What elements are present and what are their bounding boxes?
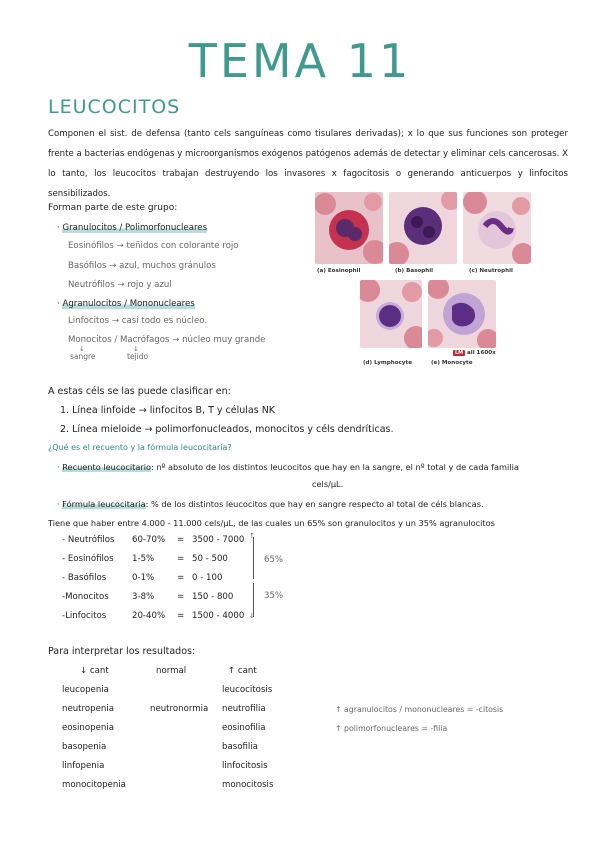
- monocyte-image: [428, 280, 496, 348]
- granulocitos-label: · Granulocitos / Polimorfonucleares: [57, 223, 208, 233]
- intro-paragraph: Componen el sist. de defensa (tanto cels sanguíneas como tisulares derivadas); x lo que sus funciones son proteger frente a bacterias endógenas y microorganismos exógenos patógenos además de detectar y eliminar cels cancerosas. X lo tanto, los leucocitos trabajan destruyendo los invasores x fagocitosis o generando anticuerpos y linfocitos sensibilizados.: [48, 129, 568, 199]
- caption-lymphocyte: (d) Lymphocyte: [363, 360, 412, 366]
- basofilos-item: Basófilos → azul, muchos gránulos: [68, 261, 216, 271]
- row-eq: =: [177, 611, 185, 621]
- row-range: 3500 - 7000: [192, 535, 245, 545]
- caption-monocyte: (e) Monocyte: [431, 360, 473, 366]
- row-eq: =: [177, 573, 185, 583]
- eosinofilos-item: Eosinófilos → teñidos con colorante rojo: [68, 241, 239, 251]
- col-high-header: ↑ cant: [228, 666, 257, 676]
- section-title: LEUCOCITOS: [48, 96, 181, 118]
- linea-mieloide: 2. Línea mieloide → polimorfonucleados, monocitos y céls dendríticas.: [60, 424, 394, 435]
- arrow-tejido: ↓: [133, 345, 139, 353]
- neutrofilos-item: Neutrófilos → rojo y azul: [68, 280, 172, 290]
- sangre-label: sangre: [70, 352, 96, 361]
- list-item: basofilia: [222, 742, 258, 752]
- brace-35-label: 35%: [264, 591, 284, 601]
- table-row: - Basófilos: [62, 573, 107, 583]
- row-pct: 60-70%: [132, 535, 166, 545]
- tejido-label: tejido: [127, 352, 149, 361]
- col-normal-header: normal: [156, 666, 187, 676]
- row-eq: =: [177, 592, 185, 602]
- valores-table: [62, 535, 292, 625]
- linfocitos-item: Linfocitos → casi todo es núcleo.: [68, 316, 208, 326]
- lymphocyte-image: [360, 280, 422, 348]
- row-range: 150 - 800: [192, 592, 234, 602]
- row-eq: =: [177, 535, 185, 545]
- interpretar-heading: Para interpretar los resultados:: [48, 646, 196, 657]
- neutrophil-image: [463, 192, 531, 264]
- list-item: leucocitosis: [222, 685, 273, 695]
- row-pct: 3-8%: [132, 592, 155, 602]
- recuento-unit: cels/µL.: [312, 479, 344, 489]
- brace-granulocitos: [253, 537, 254, 579]
- basophil-image: [389, 192, 457, 264]
- list-item: linfocitosis: [222, 761, 268, 771]
- list-item: neutropenia: [62, 704, 114, 714]
- list-item: neutronormia: [150, 704, 209, 714]
- recuento-definition: · Recuento leucocitario: nº absoluto de los distintos leucocitos que hay en la sangre, el nº total y de cada familia: [57, 462, 519, 472]
- list-item: eosinopenia: [62, 723, 114, 733]
- note-citosis: ↑ agranulocitos / mononucleares = -citosis: [335, 705, 504, 714]
- brace-65-label: 65%: [264, 555, 284, 565]
- lm-badge: LM: [455, 350, 464, 356]
- list-item: monocitopenia: [62, 780, 126, 790]
- list-item: leucopenia: [62, 685, 109, 695]
- table-row: - Eosinófilos: [62, 554, 114, 564]
- linea-linfoide: 1. Línea linfoide → linfocitos B, T y células NK: [60, 405, 276, 416]
- row-eq: =: [177, 554, 185, 564]
- recuento-question: ¿Qué es el recuento y la fórmula leucocitaria?: [48, 443, 232, 452]
- groups-heading: Forman parte de este grupo:: [48, 203, 178, 213]
- row-pct: 0-1%: [132, 573, 155, 583]
- agranulocitos-label: · Agranulocitos / Mononucleares: [57, 299, 195, 309]
- page-title: TEMA 11: [188, 34, 412, 88]
- list-item: monocitosis: [222, 780, 274, 790]
- formula-definition: · Fórmula leucocitaria: % de los distintos leucocitos que hay en sangre respecto al total de céls blancas.: [57, 499, 484, 509]
- brace-arrow-bottom: ↓: [249, 612, 255, 620]
- list-item: eosinofilia: [222, 723, 266, 733]
- row-pct: 20-40%: [132, 611, 166, 621]
- list-item: linfopenia: [62, 761, 105, 771]
- caption-basophil: (b) Basophil: [395, 268, 434, 274]
- monocitos-item: Monocitos / Macrófagos → núcleo muy grande: [68, 335, 266, 345]
- eosinophil-image: [315, 192, 383, 264]
- magnification-label: all 1600x: [467, 350, 496, 356]
- table-row: -Linfocitos: [62, 611, 107, 621]
- arrow-sangre: ↓: [79, 345, 85, 353]
- col-low-header: ↓ cant: [80, 666, 109, 676]
- brace-arrow-top: ↑: [249, 532, 255, 540]
- caption-neutrophil: (c) Neutrophil: [469, 268, 513, 274]
- row-range: 0 - 100: [192, 573, 223, 583]
- row-range: 1500 - 4000: [192, 611, 245, 621]
- list-item: neutrofilia: [222, 704, 266, 714]
- row-range: 50 - 500: [192, 554, 228, 564]
- caption-eosinophil: (a) Eosinophil: [317, 268, 361, 274]
- valores-normales: Tiene que haber entre 4.000 - 11.000 cels/µL, de las cuales un 65% son granulocitos y un 35% agranulocitos: [48, 518, 495, 528]
- row-pct: 1-5%: [132, 554, 155, 564]
- note-filia: ↑ polimorfonucleares = -filia: [335, 724, 448, 733]
- list-item: basopenia: [62, 742, 107, 752]
- table-row: - Neutrófilos: [62, 535, 115, 545]
- clasificacion-heading: A estas céls se las puede clasificar en:: [48, 386, 231, 397]
- blood-cells-figure: [315, 192, 570, 372]
- table-row: -Monocitos: [62, 592, 109, 602]
